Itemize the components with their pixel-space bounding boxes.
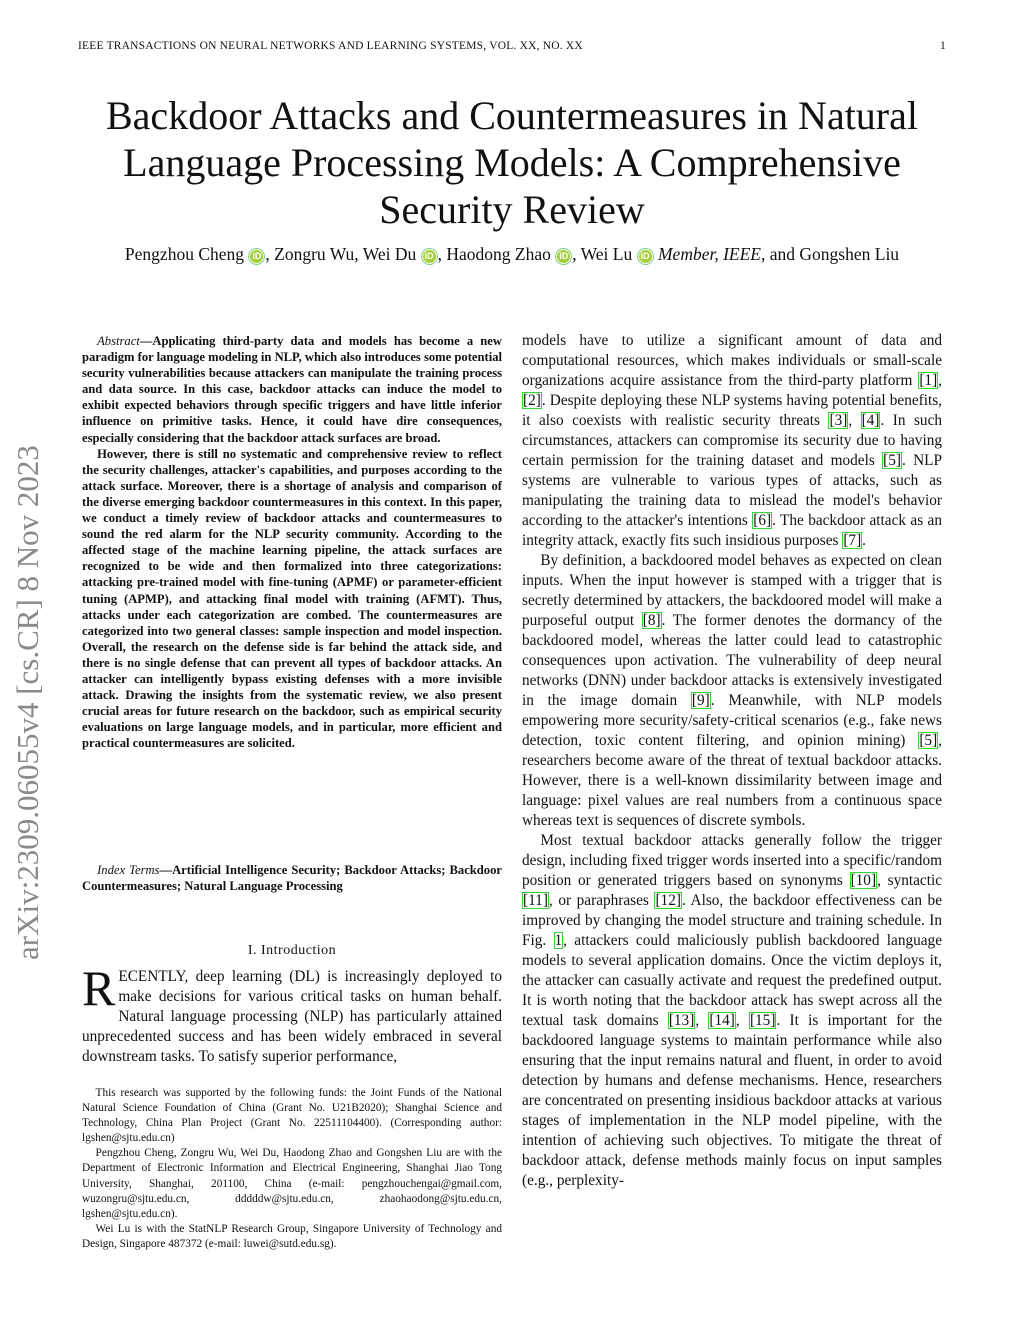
title-line-1: Backdoor Attacks and Countermeasures in Natural (106, 93, 918, 138)
orcid-icon[interactable]: iD (424, 251, 434, 261)
citation-link[interactable]: [4] (861, 412, 880, 429)
drop-cap: R (82, 960, 116, 1016)
figure-link[interactable]: 1 (554, 932, 563, 949)
citation-link[interactable]: [15] (749, 1012, 776, 1029)
index-terms-label: Index Terms (97, 863, 160, 877)
body-paragraph-2: By definition, a backdoored model behaves as expected on clean inputs. When the input however is stamped with a trigger that is secretly determined by attackers, the backdoored model will make a purposeful output [8]. The former denotes the dormancy of the backdoored model, whereas the latter could lead to catastrophic consequences upon activation. The vulnerability of deep neural networks (DNN) under backdoor attacks is extensively investigated in the image domain [9]. Meanwhile, with NLP models empowering more security/safety-critical scenarios (e.g., fake news detection, toxic content filtering, and opinion mining) [5], researchers become aware of the threat of textual backdoor attacks. However, there is a well-known dissimilarity between image and language: pixel values are real numbers from a continuous space whereas text is sequences of discrete symbols. (522, 552, 942, 829)
citation-link[interactable]: [2] (523, 392, 541, 409)
footnote-affiliation-sutd: Wei Lu is with the StatNLP Research Group, Singapore University of Technology and Design, Singapore 487372 (e-mail: luwei@sutd.edu.sg). (82, 1222, 502, 1250)
title-line-3: Security Review (379, 187, 645, 232)
citation-link[interactable]: [1] (919, 372, 938, 389)
author-names: , Wei Lu (572, 244, 633, 264)
body-paragraph-1: models have to utilize a significant amount of data and computational resources, which makes individuals or small-scale organizations acquire assistance from the third-party platform [1], [2]. Despite deploying these NLP systems having potential benefits, it also coexists with realistic security threats [3], [4]. In such circumstances, attackers can compromise its security due to having certain permission for the training dataset and models [5]. NLP systems are vulnerable to various types of attacks, such as manipulating the training data to mislead the model's behavior according to the attacker's intentions [6]. The backdoor attack as an integrity attack, exactly fits such insidious purposes [7]. (522, 332, 943, 549)
body-paragraph-3: Most textual backdoor attacks generally follow the trigger design, including fixed trigger words inserted into a specific/random position or generated triggers based on synonyms [10], syntactic [11], or paraphrases [12]. Also, the backdoor effectiveness can be improved by changing the model structure and training schedule. In Fig. 1, attackers could maliciously publish backdoored language models to several application domains. Once the victim deploys it, the attacker can casually activate and request the predefined output. It is worth noting that the backdoor attack has swept across all the textual task domains [13], [14], [15]. It is important for the backdoored language systems to maintain performance while also ensuring that the input remains natural and fluent, in order to avoid detection by humans and defense mechanisms. Hence, researchers are concentrated on presenting insidious backdoor attacks at various stages of implementation in the NLP model pipeline, with the intention of achieving such objectives. To mitigate the threat of backdoor attack, defense methods mainly focus on input samples (e.g., perplexity- (522, 832, 942, 1189)
arxiv-stamp: arXiv:2309.06055v4 [cs.CR] 8 Nov 2023 (10, 445, 45, 960)
orcid-icon[interactable]: iD (559, 251, 569, 261)
author-name: Pengzhou Cheng (124, 244, 245, 264)
author-list (40, 244, 984, 265)
abstract-paragraph-1: —Applicating third-party data and models has become a new paradigm for language modeling in NLP, which also introduces some potential security vulnerabilities because attackers can manipulate the training process and data source. In this case, backdoor attacks can induce the model to exhibit expected behaviors through specific triggers and have little inferior influence on primitive tasks. Hence, it could have dire consequences, especially considering that the backdoor attack surfaces are broad. (82, 334, 502, 445)
citation-link[interactable]: [11] (523, 892, 548, 909)
index-terms (82, 862, 502, 894)
page-number: 1 (940, 40, 946, 52)
section-heading: I. Introduction (247, 943, 337, 958)
citation-link[interactable]: [7] (843, 532, 862, 549)
abstract-label: Abstract (97, 334, 140, 348)
citation-link[interactable]: [9] (691, 692, 710, 709)
title-line-2: Language Processing Models: A Comprehensive (123, 140, 901, 185)
footnote-funding: This research was supported by the following funds: the Joint Funds of the National Natural Science Foundation of China (Grant No. U21B2020); Shanghai Science and Technology, China Plan Project (Grant No. 22511104400). (Corresponding author: lgshen@sjtu.edu.cn) (82, 1087, 502, 1145)
citation-link[interactable]: [8] (642, 612, 661, 629)
running-header (78, 40, 946, 52)
abstract-paragraph-2: However, there is still no systematic and comprehensive review to reflect the security challenges, attacker's capabilities, and purposes according to the attack surface. Moreover, there is a shortage of analysis and comparison of the diverse emerging backdoor countermeasures in this context. In this paper, we conduct a timely review of backdoor attacks and countermeasures to sound the red alarm for the NLP security community. According to the affected stage of the machine learning pipeline, the attack surfaces are recognized to be wide and then formalized into three categorizations: attacking pre-trained model with fine-tuning (APMF) or parameter-efficient tuning (APMP), and attacking final model with training (AFMT). Thus, attacks under each categorization are combed. The countermeasures are categorized into two general classes: sample inspection and model inspection. Overall, the research on the defense side is far behind the attack side, and there is no single defense that can prevent all types of backdoor attacks. An attacker can intelligently bypass existing defenses with a more invisible attack. Drawing the insights from the systematic review, we also present crucial areas for future research on the backdoor, such as empirical security evaluations on large language models, and in particular, more efficient and practical countermeasures are solicited. (82, 446, 502, 751)
footnote-affiliation-sjtu: Pengzhou Cheng, Zongru Wu, Wei Du, Haodong Zhao and Gongshen Liu are with the Department of Electronic Information and Electrical Engineering, Shanghai Jiao Tong University, Shanghai, 201100, China (e-mail: pengzhouchengai@gmail.com, wuzongru@sjtu.edu.cn, dddddw@sjtu.edu.cn, zhaohaodong@sjtu.edu.cn, lgshen@sjtu.edu.cn). (82, 1147, 502, 1220)
index-terms-text: —Artificial Intelligence Security; Backdoor Attacks; Backdoor Countermeasures; Natural Language Processing (82, 863, 502, 894)
membership: Member, IEEE (657, 244, 762, 264)
paper-title (40, 92, 984, 233)
footnote-rule (82, 1080, 502, 1082)
introduction-text (82, 960, 502, 1067)
citation-link[interactable]: [5] (883, 452, 901, 469)
right-column (522, 331, 942, 1191)
journal-name: IEEE TRANSACTIONS ON NEURAL NETWORKS AND LEARNING SYSTEMS, VOL. XX, NO. XX (78, 40, 583, 52)
lead-word: ECENTLY (118, 968, 185, 985)
citation-link[interactable]: [6] (753, 512, 772, 529)
footnotes (82, 1086, 502, 1252)
citation-link[interactable]: [12] (655, 892, 681, 909)
citation-link[interactable]: [13] (668, 1012, 695, 1029)
citation-link[interactable]: [3] (829, 412, 848, 429)
orcid-icon[interactable]: iD (640, 251, 650, 261)
orcid-icon[interactable]: iD (252, 251, 262, 261)
author-names: , Zongru Wu, Wei Du (265, 244, 417, 264)
citation-link[interactable]: [10] (850, 872, 877, 889)
author-names: , Haodong Zhao (437, 244, 551, 264)
intro-paragraph: , deep learning (DL) is increasingly deployed to make decisions for various critical tasks on human behalf. Natural language processing (NLP) has particularly attained unprecedented success and has been widely embraced in several downstream tasks. To satisfy superior performance, (82, 968, 502, 1065)
citation-link[interactable]: [14] (709, 1012, 735, 1029)
author-names: , and Gongshen Liu (761, 244, 900, 264)
citation-link[interactable]: [5] (919, 732, 938, 749)
abstract (82, 333, 502, 751)
